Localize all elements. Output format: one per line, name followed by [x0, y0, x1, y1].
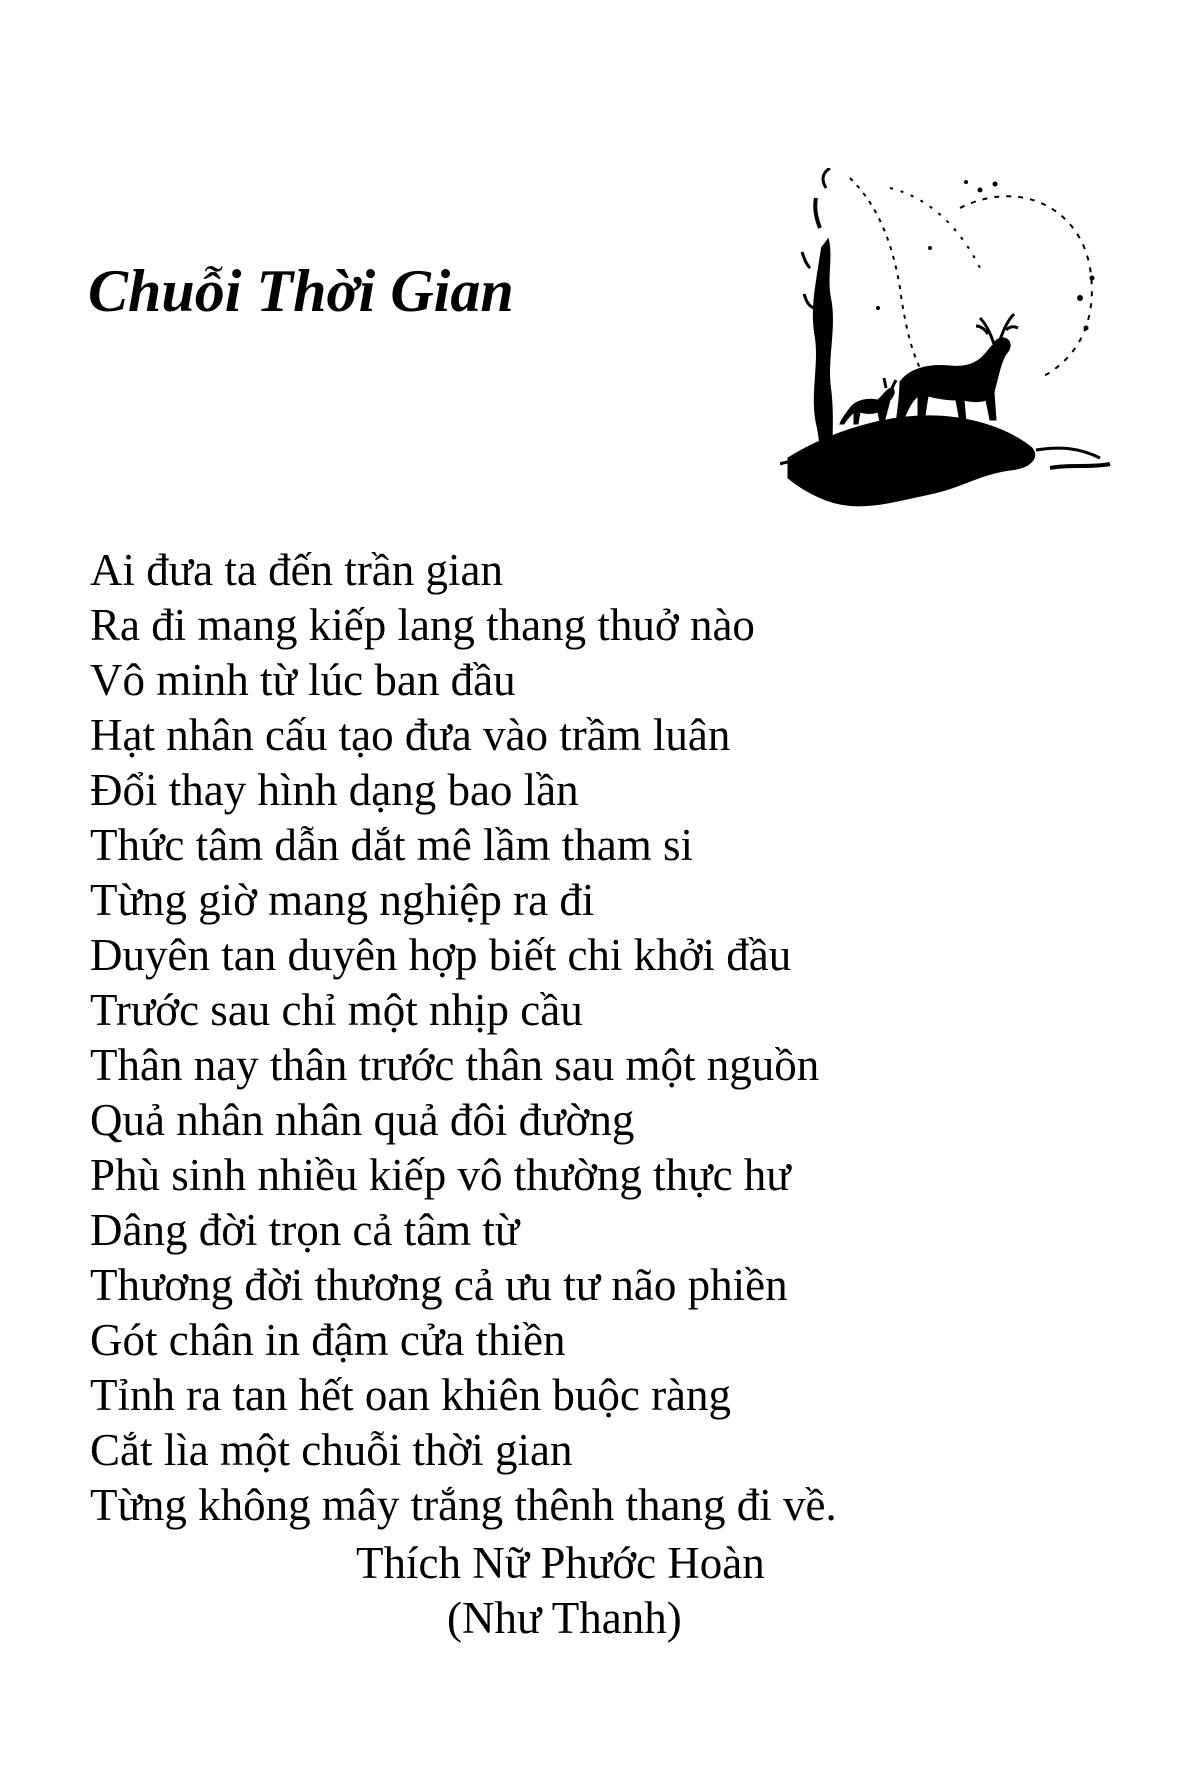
- poem-line: Dâng đời trọn cả tâm từ: [90, 1205, 520, 1255]
- poem-line: Thân nay thân trước thân sau một nguồn: [90, 1040, 820, 1090]
- poem-line: Từng không mây trắng thênh thang đi về.: [90, 1480, 837, 1530]
- stag: [896, 338, 1010, 424]
- poem-body: [90, 543, 837, 1533]
- poem-line: Phù sinh nhiều kiếp vô thường thực hư: [90, 1150, 791, 1200]
- author-pen-name: (Như Thanh): [447, 1593, 682, 1643]
- poem-line: Ai đưa ta đến trần gian: [90, 545, 503, 595]
- poem-line: Trước sau chỉ một nhịp cầu: [90, 985, 583, 1035]
- poem-line: Từng giờ mang nghiệp ra đi: [90, 875, 595, 925]
- poem-line: Quả nhân nhân quả đôi đường: [90, 1095, 635, 1145]
- author-name: Thích Nữ Phước Hoàn: [356, 1538, 765, 1588]
- poem-title: Chuỗi Thời Gian: [88, 258, 514, 324]
- poem-line: Thương đời thương cả ưu tư não phiền: [90, 1260, 788, 1310]
- deer-illustration: [780, 168, 1140, 518]
- poem-line: Hạt nhân cấu tạo đưa vào trầm luân: [90, 710, 731, 760]
- fawn: [840, 388, 894, 424]
- poem-line: Đổi thay hình dạng bao lần: [90, 765, 579, 815]
- poem-line: Tỉnh ra tan hết oan khiên buộc ràng: [90, 1370, 732, 1420]
- poem-line: Cắt lìa một chuỗi thời gian: [90, 1425, 573, 1475]
- tree-trunk: [814, 240, 832, 468]
- poem-line: Gót chân in đậm cửa thiền: [90, 1315, 566, 1365]
- poem-line: Thức tâm dẫn dắt mê lầm tham si: [90, 820, 693, 870]
- poem-line: Ra đi mang kiếp lang thang thuở nào: [90, 600, 755, 650]
- poem-line: Vô minh từ lúc ban đầu: [90, 655, 516, 705]
- poem-line: Duyên tan duyên hợp biết chi khởi đầu: [90, 930, 792, 980]
